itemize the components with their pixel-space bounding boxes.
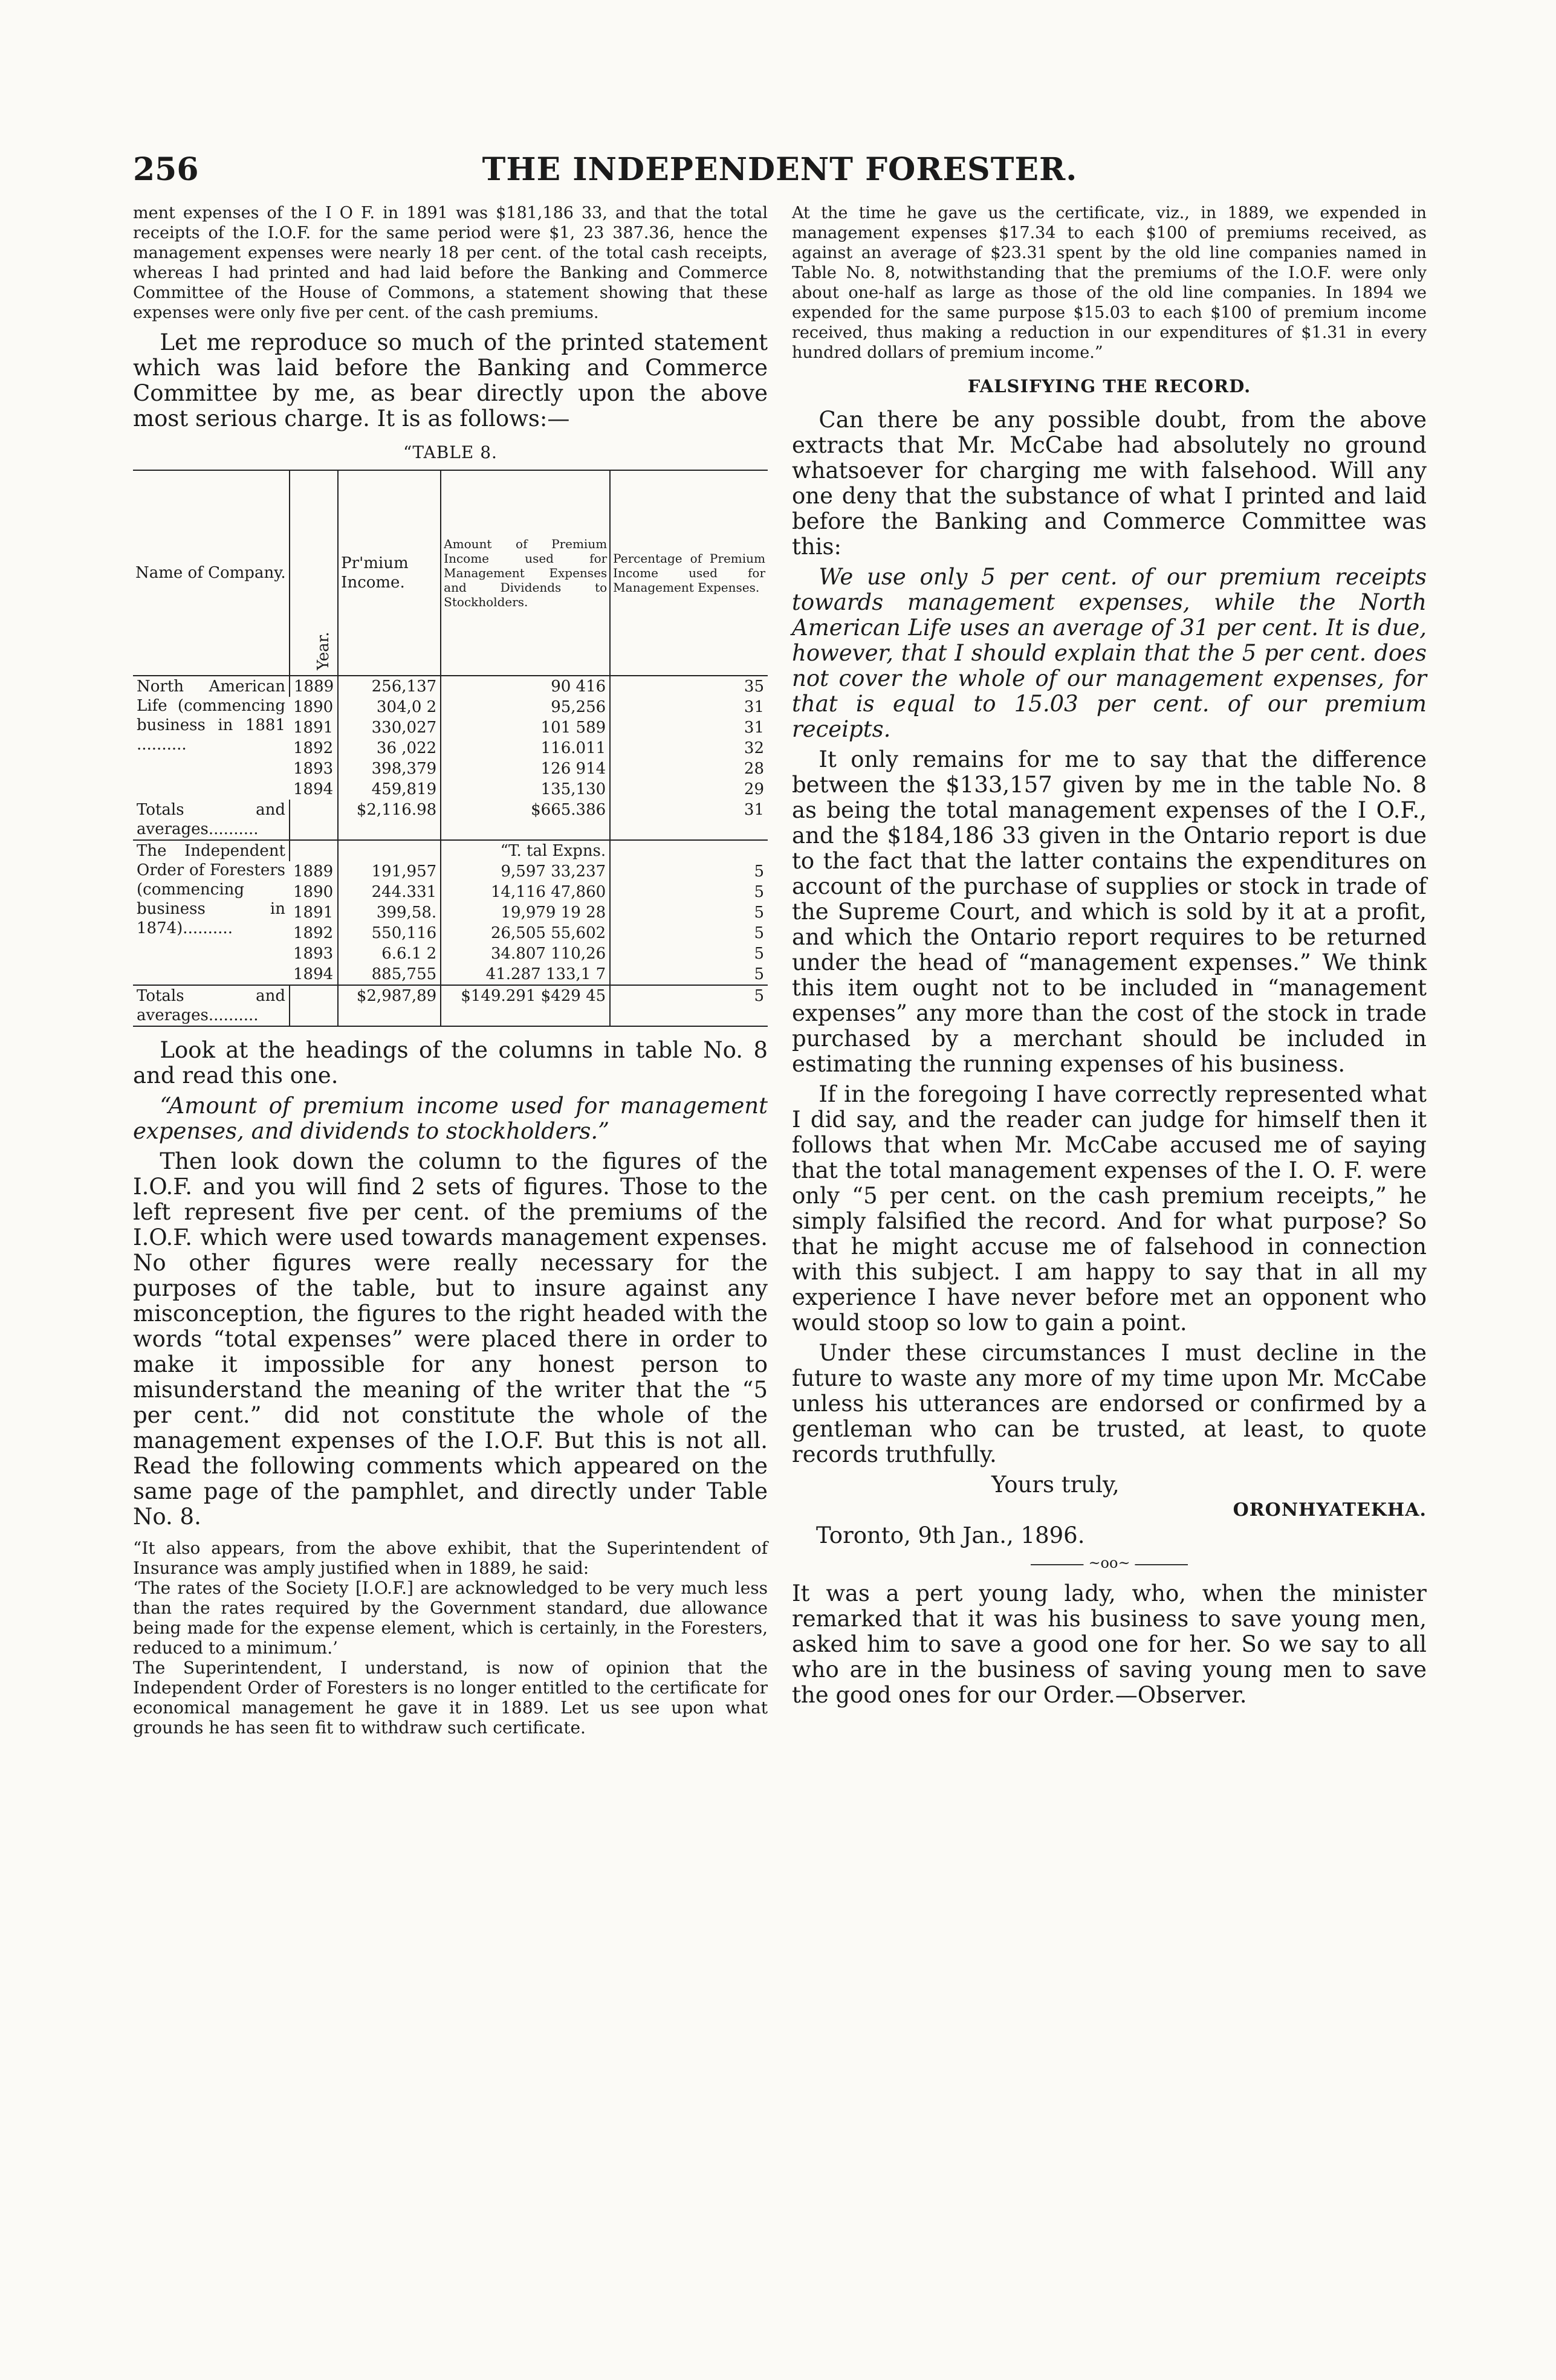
right-paragraph-3: It only remains for me to say that the difference between the $133,157 given by me in the table No. 8 as being the total management expenses of the I O.F., and the $184,186 33 given in the Ontario report is due to the fact that the latter contains the expenditures on account of the purchase of supplies or stock in trade of the Supreme Court, and which is sold by it at a profit, and which the Ontario report requires to be returned under the head of “management expenses.” We think this item ought not to be included in “management expenses” any more than the cost of the stock in trade purchased by a merchant should be included in estimating the running expenses of his business. [792, 746, 1427, 1077]
percentage-cell: 31 [610, 717, 768, 738]
percentage-cell: 5 [610, 943, 768, 964]
amount-value: 34.807 [490, 945, 546, 963]
year-cell: 1893 [293, 945, 334, 963]
total-expenses-value: 55,602 [551, 924, 606, 942]
table-row [133, 676, 768, 697]
col-header-premium: Pr'mium Income. [338, 470, 441, 676]
col-header-year: Year. [290, 470, 338, 676]
left-note-3: The Superintendent, I understand, is now of opinion that the Independent Order of Foresters is no longer entitled to the certificate for economical management he gave it in 1889. Let us see upon what grounds he has seen fit to withdraw such certificate. [133, 1658, 768, 1738]
amount-cell: 95,256 [441, 697, 610, 717]
signature: ORONHYATEKHA. [1233, 1499, 1427, 1521]
amount-value: 9,597 [501, 862, 546, 881]
total-amount-value: $149.291 [461, 987, 536, 1005]
amount-cell [441, 882, 610, 902]
premium-cell: 191,957 [338, 861, 441, 882]
place-date: Toronto, 9th Jan., 1896. [816, 1522, 1085, 1548]
table-header-row [133, 470, 768, 676]
year-cell: 1891 [293, 904, 334, 922]
year-cell: 1894 [293, 965, 334, 983]
total-amount-cell: $665.386 [441, 800, 610, 840]
total-premium-cell: $2,116.98 [338, 800, 441, 840]
percentage-cell: 32 [610, 738, 768, 758]
premium-cell: 399,58. [338, 902, 441, 923]
company-name-cell: North American Life (commencing business in 1881 .......... [137, 677, 285, 754]
year-cell: 1893 [293, 760, 334, 778]
amount-cell [441, 902, 610, 923]
page-header [133, 151, 1427, 193]
divider-ornament: ~oo~ [1083, 1554, 1135, 1571]
amount-value: 19,979 [501, 904, 556, 922]
percentage-cell: 5 [610, 882, 768, 902]
percentage-cell: 29 [610, 779, 768, 800]
amount-cell: 116.011 [441, 738, 610, 758]
total-expenses-value: 133,1 7 [545, 965, 606, 983]
premium-cell: 550,116 [338, 923, 441, 943]
total-expenses-value: 110,26 [551, 945, 606, 963]
total-percentage-cell: 31 [610, 800, 768, 840]
totals-label: Totals and averages.......... [133, 800, 290, 840]
page-number: 256 [133, 151, 199, 188]
total-amount-cell [441, 985, 610, 1026]
right-paragraph-1: Can there be any possible doubt, from the above extracts that Mr. McCabe had absolutely no ground whatsoever for charging me with falsehood. Will any one deny that the substance of what I printed and laid before the Banking and Commerce Committee was this: [792, 407, 1427, 560]
left-intro-paragraph: ment expenses of the I O F. in 1891 was $181,186 33, and that the total receipts of the I.O.F. for the same period were $1, 23 387.36, hence the management expenses were nearly 18 per cent. of the total cash receipts, whereas I had printed and had laid before the Banking and Commerce Committee of the House of Commons, a statement showing that these expenses were only five per cent. of the cash premiums. [133, 204, 768, 322]
year-cell: 1892 [293, 924, 334, 942]
table-caption: “TABLE 8. [403, 442, 498, 462]
left-paragraph-4: Then look down the column to the figures of the I.O.F. and you will find 2 sets of figures. Those to the left represent five per cent. of the premiums of the I.O.F. which were used towards management expenses. No other figures were really necessary for the purposes of the table, but to insure against any misconception, the figures to the right headed with the words “total expenses” were placed there in order to make it impossible for any honest person to misunderstand the meaning of the writer that the “5 per cent.” did not constitute the whole of the management expenses of the I.O.F. But this is not all. Read the following comments which appeared on the same page of the pamphlet, and directly under Table No. 8. [133, 1148, 768, 1530]
left-note-2: ‘The rates of the Society [I.O.F.] are acknowledged to be very much less than the rates required by the Government standard, due allowance being made for the expense element, which is certainly, in the Foresters, reduced to a minimum.’ [133, 1578, 768, 1658]
total-premium-cell: $2,987,89 [338, 985, 441, 1026]
total-expenses-value: 19 28 [560, 904, 606, 922]
premium-cell: 6.6.1 2 [338, 943, 441, 964]
premium-cell: 885,755 [338, 964, 441, 985]
right-paragraph-4: If in the foregoing I have correctly represented what I did say, and the reader can judge for himself then it follows that when Mr. McCabe accused me of saying that the total management expenses of the I. O. F. were only “5 per cent. on the cash premium receipts,” he simply falsified the record. And for what purpose? So that he might accuse me of falsehood in connection with this subject. I am happy to say that in all my experience I have never before met an opponent who would stoop so low to gain a point. [792, 1081, 1427, 1336]
left-column [133, 203, 768, 1738]
percentage-cell: 5 [610, 902, 768, 923]
amount-cell: 135,130 [441, 779, 610, 800]
premium-cell: 459,819 [338, 779, 441, 800]
amount-cell [441, 923, 610, 943]
table-subhead-row [133, 840, 768, 861]
premium-cell: 398,379 [338, 758, 441, 779]
amount-cell: 90 416 [441, 676, 610, 697]
amount-value: 26,505 [490, 924, 546, 942]
year-cell: 1891 [293, 719, 334, 737]
year-cell: 1892 [293, 739, 334, 757]
total-percentage-cell: 5 [610, 985, 768, 1026]
year-cell: 1889 [290, 676, 338, 697]
amount-value: 14,116 [490, 883, 546, 901]
right-intro-paragraph: At the time he gave us the certificate, viz., in 1889, we expended in management expenses $17.34 to each $100 of premiums received, as against an average of $23.31 spent by the old line companies named in Table No. 8, notwithstanding that the premiums of the I.O.F. were only about one-half as large as those of the old line companies. In 1894 we expended for the same purpose $15.03 to each $100 of premium income received, thus making a reduction in our expenditures of $1.31 in every hundred dollars of premium income.” [792, 204, 1427, 362]
north-american-life-group [133, 676, 768, 840]
percentage-cell: 31 [610, 697, 768, 717]
percentage-cell: 28 [610, 758, 768, 779]
table-8 [133, 470, 768, 1027]
right-quote-paragraph: We use only 5 per cent. of our premium receipts towards management expenses, while the North American Life uses an average of 31 per cent. It is due, however, that I should explain that the 5 per cent. does not cover the whole of our management expenses, for that is equal to 15.03 per cent. of our premium receipts. [792, 564, 1427, 742]
percentage-cell: 5 [610, 964, 768, 985]
left-note-1: “It also appears, from the above exhibit, that the Superintendent of Insurance was amply justified when in 1889, he said: [133, 1538, 768, 1578]
amount-cell: 126 914 [441, 758, 610, 779]
running-title: THE INDEPENDENT FORESTER. [482, 151, 1078, 188]
total-expenses-value: 33,237 [551, 862, 606, 881]
percentage-cell: 5 [610, 861, 768, 882]
total-expenses-subhead: “T. tal Expns. [441, 840, 610, 861]
company-name-cell: The Independent Order of Foresters (commencing business in 1874).......... [137, 842, 285, 937]
totals-label: Totals and averages.......... [133, 985, 290, 1026]
filler-paragraph: It was a pert young lady, who, when the minister remarked that it was his business to save young men, asked him to save a good one for her. So we say to all who are in the business of saving young men to save the good ones for our Order.—Observer. [792, 1580, 1427, 1708]
amount-cell: 101 589 [441, 717, 610, 738]
year-cell: 1894 [293, 780, 334, 798]
section-heading: FALSIFYING THE RECORD. [967, 376, 1251, 396]
premium-cell: 36 ,022 [338, 738, 441, 758]
right-paragraph-5: Under these circumstances I must decline in the future to waste any more of my time upon Mr. McCabe unless his utterances are endorsed or confirmed by a gentleman who can be trusted, at least, to quote records truthfully. [792, 1340, 1427, 1467]
amount-cell [441, 964, 610, 985]
year-cell: 1890 [293, 883, 334, 901]
total-expenses-value: $429 45 [540, 987, 606, 1005]
left-paragraph-1: Let me reproduce so much of the printed statement which was laid before the Banking and Commerce Committee by me, as bear directly upon the above most serious charge. It is as follows:— [133, 329, 768, 432]
col-header-amount: Amount of Premium Income used for Management Expenses and Dividends to Stockholders. [441, 470, 610, 676]
premium-cell: 256,137 [338, 676, 441, 697]
premium-cell: 330,027 [338, 717, 441, 738]
iof-group [133, 840, 768, 1026]
premium-cell: 244.331 [338, 882, 441, 902]
col-header-name: Name of Company. [133, 470, 290, 676]
total-expenses-value: 47,860 [551, 883, 606, 901]
left-paragraph-2: Look at the headings of the columns in table No. 8 and read this one. [133, 1037, 768, 1088]
right-column [792, 203, 1427, 1730]
year-cell: 1890 [293, 698, 334, 716]
percentage-cell: 5 [610, 923, 768, 943]
divider-rule [1031, 1554, 1188, 1571]
totals-row [133, 985, 768, 1026]
left-quote-paragraph: “Amount of premium income used for management expenses, and dividends to stockholders.” [133, 1093, 768, 1144]
closing-line: Yours truly, [991, 1472, 1120, 1498]
totals-row [133, 800, 768, 840]
year-cell: 1889 [293, 862, 334, 881]
amount-value: 41.287 [485, 965, 541, 983]
amount-cell [441, 861, 610, 882]
premium-cell: 304,0 2 [338, 697, 441, 717]
amount-cell [441, 943, 610, 964]
col-header-percentage: Percentage of Premium Income used for Management Expenses. [610, 470, 768, 676]
percentage-cell: 35 [610, 676, 768, 697]
